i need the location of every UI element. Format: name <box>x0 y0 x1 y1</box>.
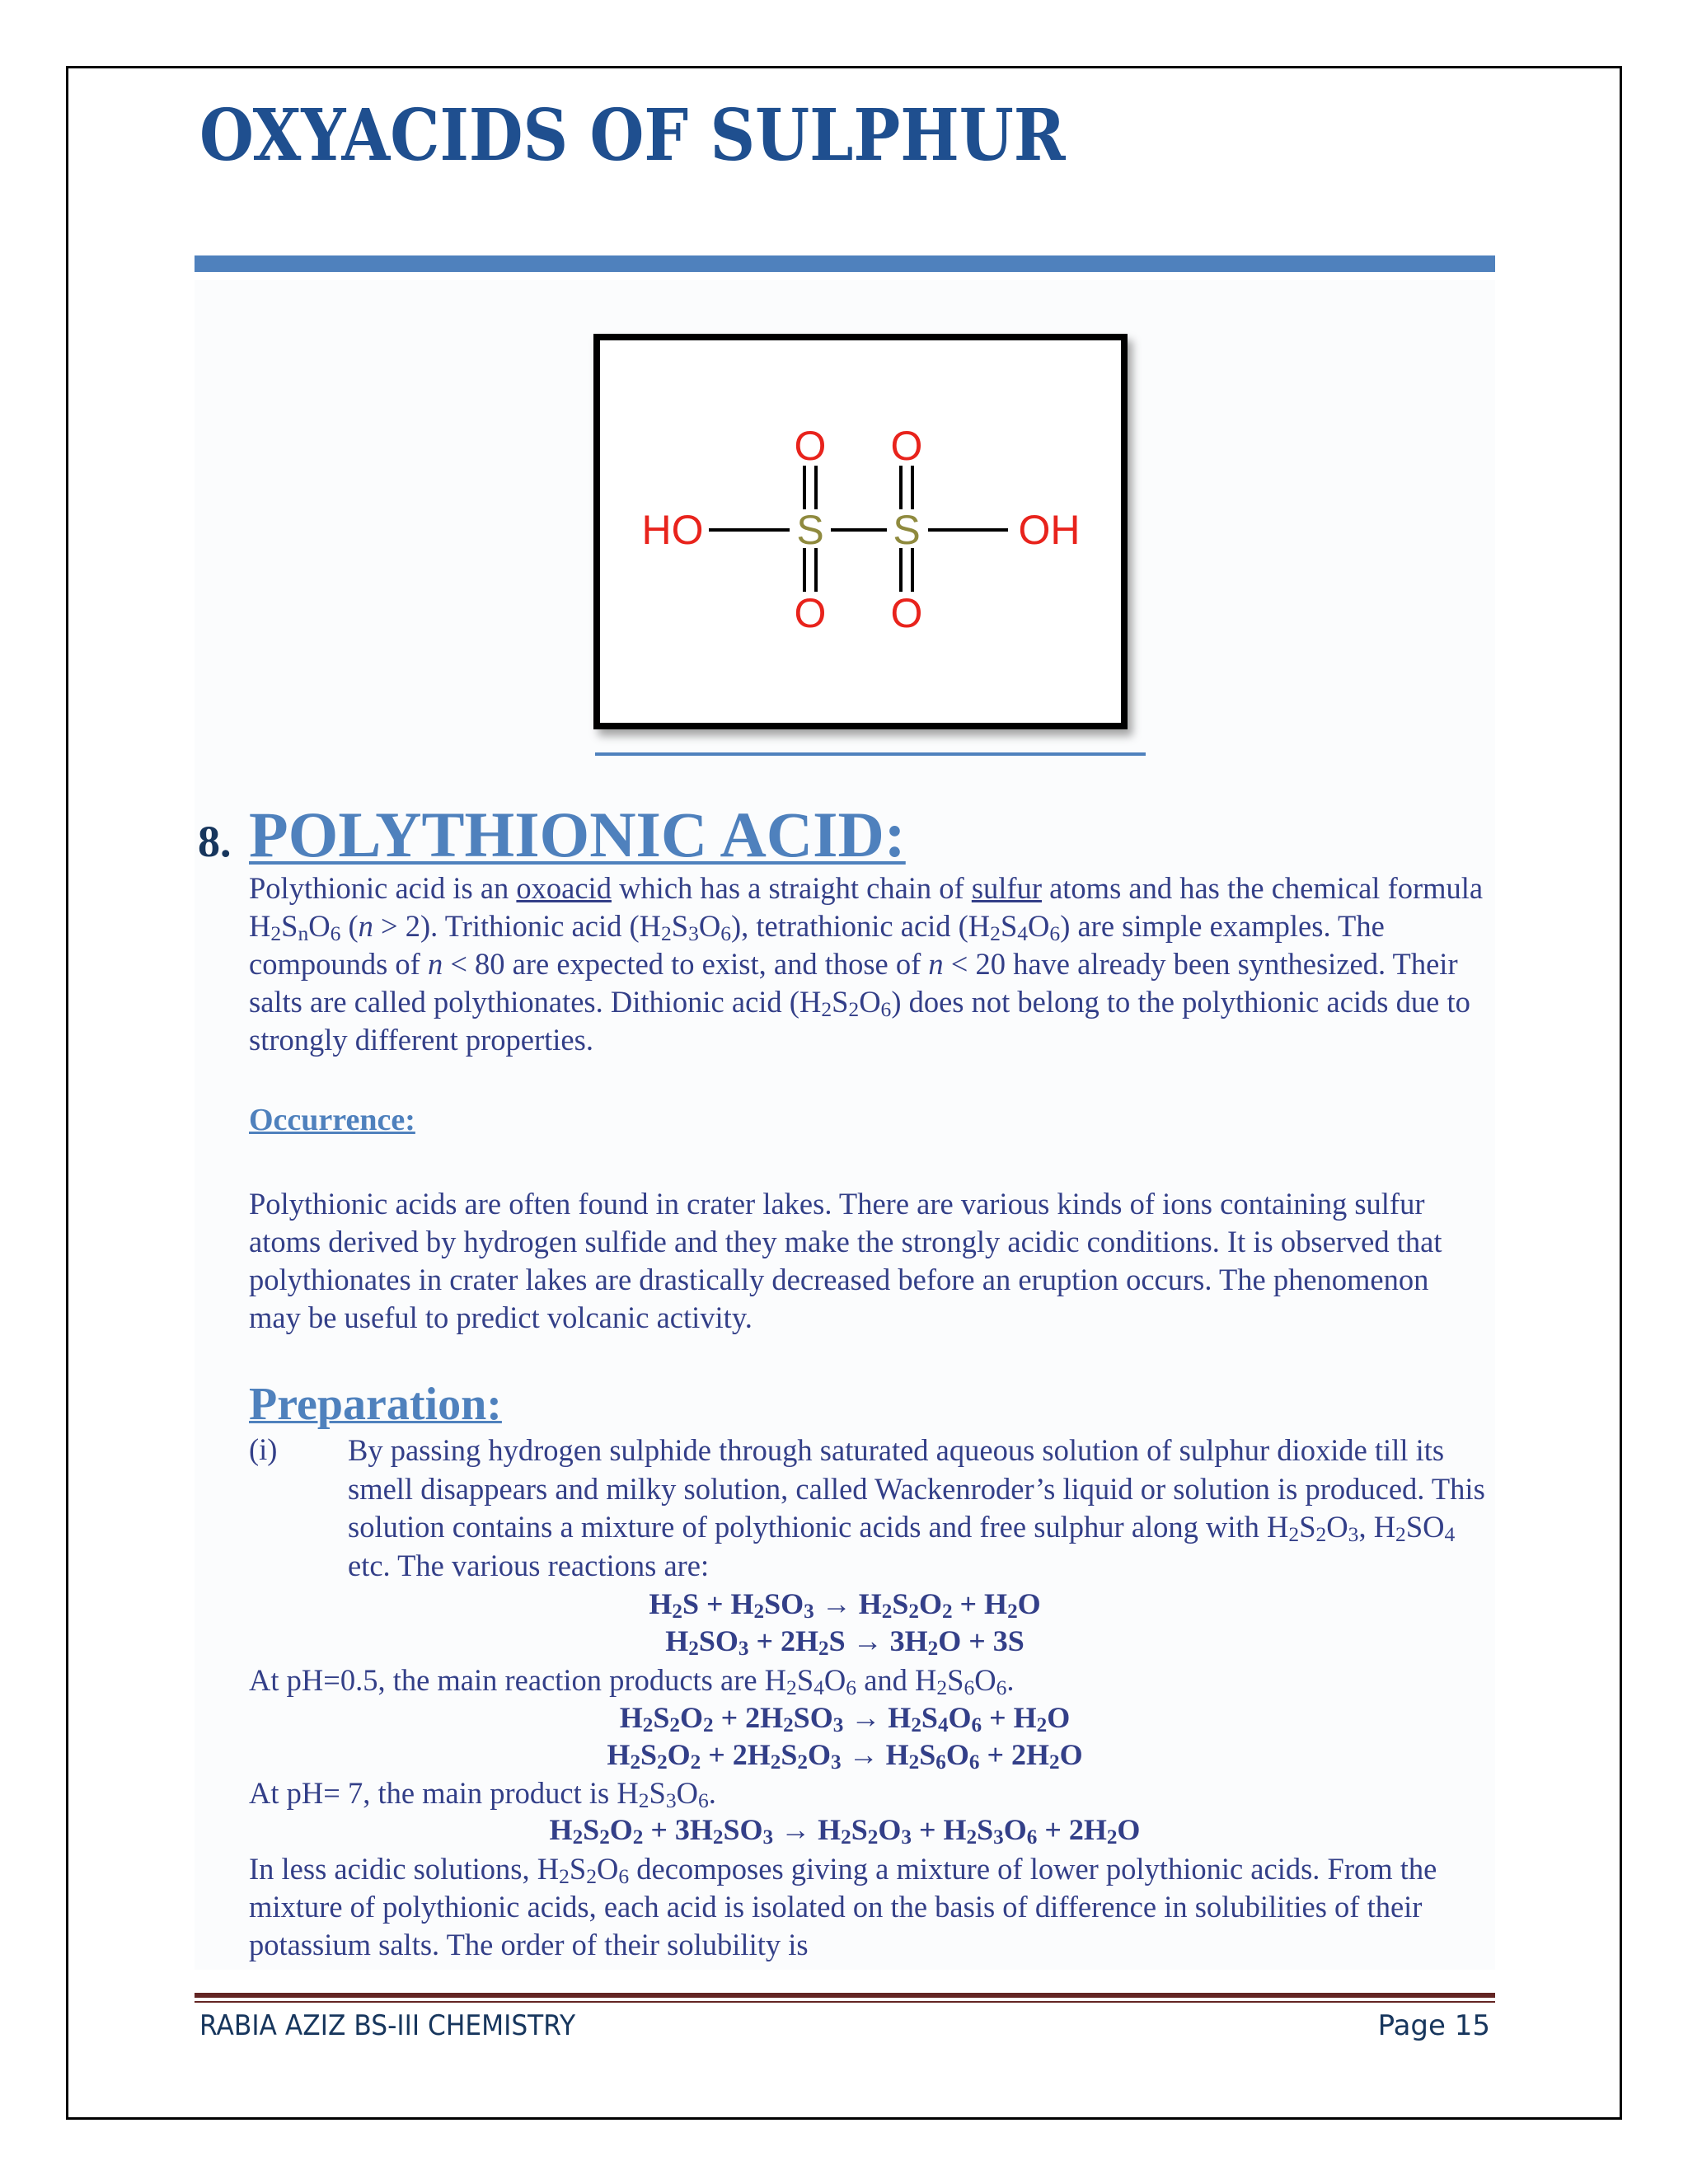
oxoacid-link[interactable]: oxoacid <box>516 871 612 905</box>
dithionic-acid-structure <box>600 340 1121 723</box>
atom-o-bot1: O <box>794 590 827 636</box>
equation-3: $H_2S_2O_2 + 2H_2SO_3 \to H_2S_4O_6 + H_2O$ <box>619 1701 1071 1737</box>
item-number: (i) <box>249 1432 278 1466</box>
ph-7-text: At pH= 7, the main product is $H_2S_3O_6$. <box>249 1776 716 1813</box>
sulfur-link[interactable]: sulfur <box>971 871 1042 905</box>
page-title: OXYACIDS OF SULPHUR <box>199 94 1066 177</box>
atom-s2: S <box>893 507 921 553</box>
equation-1: $H_2S + H_2SO_3 \to H_2S_2O_2 + H_2O$ <box>649 1587 1041 1624</box>
footer-divider <box>195 1993 1495 1998</box>
section-number: 8. <box>198 817 232 866</box>
atom-o-bot2: O <box>890 590 923 636</box>
equation-2: $H_2SO_3 + 2H_2S \to 3H_2O + 3S$ <box>665 1624 1025 1661</box>
ph-0-5-text: At pH=0.5, the main reaction products are $H_2S_4O_6$ and $H_2S_6O_6$. <box>249 1663 1015 1700</box>
title-divider <box>195 255 1495 272</box>
atom-o-top1: O <box>794 423 827 469</box>
occurrence-heading: Occurrence: <box>249 1103 415 1137</box>
figure-divider <box>595 752 1146 756</box>
structure-figure <box>593 334 1128 729</box>
preparation-item-text: By passing hydrogen sulphide through saturated aqueous solution of sulphur dioxide till its smell disappears and milky solution, called Wackenroder’s liquid or solution is produced. This solution contains a mixture of polythionic acids and free sulphur along with $H_2S_2O_3$, $H_2SO_4$ etc. The various reactions are: <box>348 1433 1485 1582</box>
preparation-heading: Preparation: <box>249 1379 502 1430</box>
section-title: POLYTHIONIC ACID: <box>249 799 906 870</box>
footer-author: RABIA AZIZ BS-III CHEMISTRY <box>199 2009 576 2042</box>
footer-divider-thin <box>195 2001 1495 2003</box>
intro-paragraph: Polythionic acid is an oxoacid which has a straight chain of sulfur atoms and has the chemical formula $H_2S_nO_6$ (n > 2). Trithionic acid $(H_2S_3O_6)$, tetrathionic acid $(H_2S_4O_6)$ are simple examples. The compounds of n < 80 are expected to exist, and those of n < 20 have already been synthesized. Their salts are called polythionates. Dithionic acid $(H_2S_2O_6)$ does not belong to the polythionic acids due to strongly different properties. <box>249 871 1484 1057</box>
atom-s1: S <box>796 507 824 553</box>
occurrence-paragraph: Polythionic acids are often found in crater lakes. There are various kinds of ions containing sulfur atoms derived by hydrogen sulfide and they make the strongly acidic conditions. It is observed that polythionates in crater lakes are drastically decreased before an eruption occurs. The phenomenon may be useful to predict volcanic activity. <box>249 1187 1442 1334</box>
atom-o-top2: O <box>890 423 923 469</box>
equation-4: $H_2S_2O_2 + 2H_2S_2O_3 \to H_2S_6O_6 + 2H_2O$ <box>607 1738 1083 1774</box>
atom-oh: OH <box>1018 507 1081 553</box>
closing-paragraph: In less acidic solutions, $H_2S_2O_6$ decomposes giving a mixture of lower polythionic acids. From the mixture of polythionic acids, each acid is isolated on the basis of difference in solubilities of their potassium salts. The order of their solubility is <box>249 1852 1437 1961</box>
atom-ho: HO <box>641 507 704 553</box>
page-number: Page 15 <box>1377 2009 1490 2042</box>
equation-5: $H_2S_2O_2 + 3H_2SO_3 \to H_2S_2O_3 + H_2S_3O_6 + 2H_2O$ <box>549 1813 1141 1849</box>
